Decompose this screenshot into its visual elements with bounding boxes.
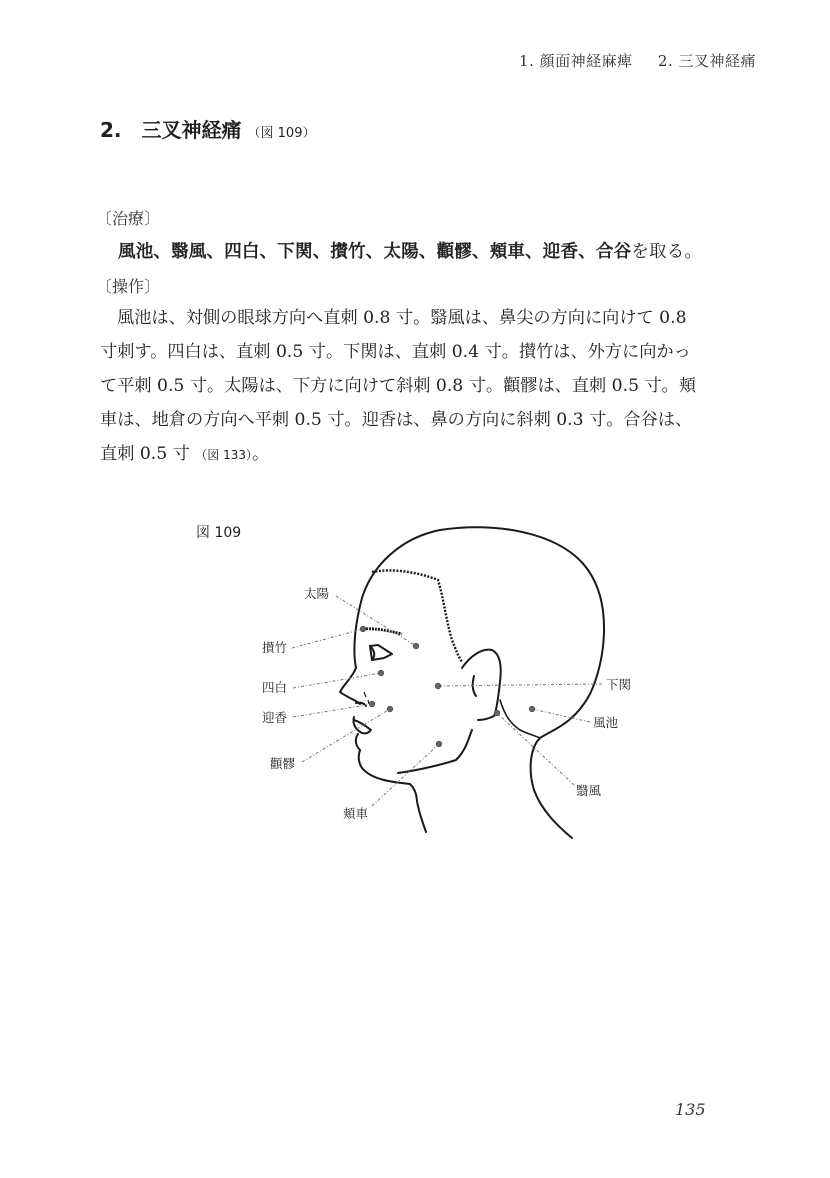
operation-figure-ref: （図 133） <box>195 448 253 462</box>
section-number: 2. <box>100 118 122 142</box>
leader-line <box>532 709 590 722</box>
acupoint-dot <box>435 683 441 689</box>
operation-last-line: 直刺 0.5 寸 <box>100 444 190 464</box>
acupoint-dot <box>436 741 442 747</box>
running-head-chapter-1: 1. 顔面神経麻痺 <box>519 52 633 70</box>
acupoint-label: 太陽 <box>304 586 330 601</box>
operation-heading: 〔操作〕 <box>96 277 161 296</box>
head-outline-drawing <box>340 527 604 838</box>
acupoint-label: 風池 <box>593 715 619 730</box>
leader-line <box>302 709 390 762</box>
acupoint-label: 顴髎 <box>270 756 296 771</box>
operation-line-3: て平刺 0.5 寸。太陽は、下方に向けて斜刺 0.8 寸。顴髎は、直刺 0.5 寸。頬 <box>100 376 697 396</box>
leader-line <box>293 673 381 688</box>
treatment-heading: 〔治療〕 <box>96 209 161 228</box>
acupoint-label: 頬車 <box>343 806 369 821</box>
figure-label: 図 109 <box>196 525 242 541</box>
section-figure-ref: （図 109） <box>247 126 316 141</box>
acupoint-label: 四白 <box>262 680 288 695</box>
acupoint-label: 迎香 <box>262 710 288 725</box>
acupoint-dot <box>529 706 535 712</box>
acupoint-dot <box>360 626 366 632</box>
acupoint-dot <box>387 706 393 712</box>
leader-line <box>372 744 439 806</box>
page-number: 135 <box>675 1100 706 1119</box>
acupoint-label: 翳風 <box>576 783 602 798</box>
operation-line-2: 寸刺す。四白は、直刺 0.5 寸。下関は、直刺 0.4 寸。攅竹は、外方に向かっ <box>100 342 691 362</box>
leader-line <box>438 684 602 686</box>
treatment-points-tail: を取る。 <box>631 242 703 262</box>
acupoint-dot <box>413 643 419 649</box>
eyebrow <box>363 629 402 634</box>
acupoint-dot <box>378 670 384 676</box>
section-title-text: 三叉神経痛 <box>141 118 242 142</box>
treatment-points-list: 風池、翳風、四白、下関、攅竹、太陽、顴髎、頬車、迎香、合谷 <box>118 242 632 262</box>
acupoint-label: 下関 <box>606 677 632 692</box>
acupoint-dot <box>494 710 500 716</box>
acupoint-dot <box>369 701 375 707</box>
leader-line <box>292 629 363 648</box>
leader-line <box>293 704 372 717</box>
operation-line-4: 車は、地倉の方向へ平刺 0.5 寸。迎香は、鼻の方向に斜刺 0.3 寸。合谷は、 <box>100 410 693 430</box>
running-head-chapter-2: 2. 三叉神経痛 <box>657 52 756 70</box>
acupoint-label: 攅竹 <box>262 640 288 655</box>
operation-last-end: 。 <box>252 444 270 464</box>
operation-line-1: 風池は、対側の眼球方向へ直刺 0.8 寸。翳風は、鼻尖の方向に向けて 0.8 <box>117 308 687 328</box>
leader-line <box>336 596 416 646</box>
nasolabial-marks <box>364 692 369 704</box>
